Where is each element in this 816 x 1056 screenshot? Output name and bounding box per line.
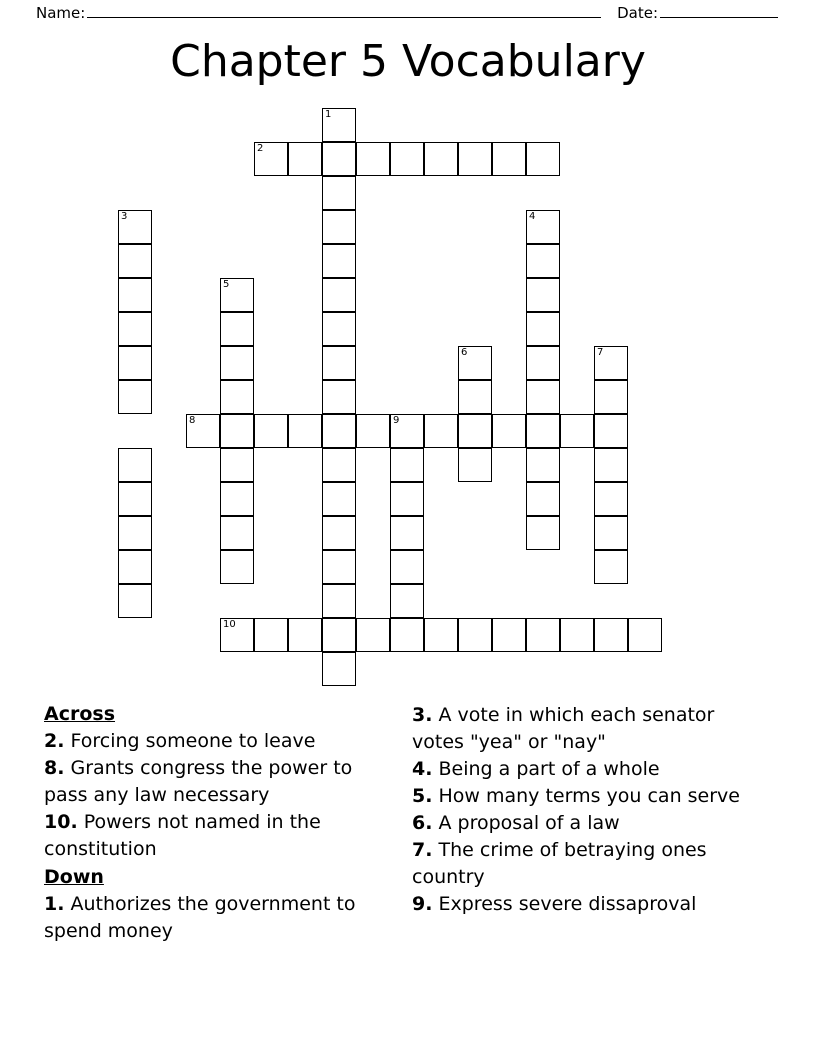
crossword-cell[interactable] (526, 142, 560, 176)
clue-number: 8. (44, 757, 65, 779)
crossword-cell[interactable] (424, 618, 458, 652)
clue-number: 5. (412, 785, 433, 807)
clue-down-9 (412, 891, 764, 918)
crossword-cell[interactable] (322, 550, 356, 584)
crossword-cell[interactable] (118, 516, 152, 550)
crossword-cell[interactable] (322, 142, 356, 176)
clue-text: A vote in which each senator votes "yea" or "nay" (412, 704, 715, 753)
clue-number: 9. (412, 893, 433, 915)
crossword-cell[interactable] (322, 414, 356, 448)
crossword-cell[interactable] (526, 448, 560, 482)
crossword-cell[interactable] (594, 618, 628, 652)
crossword-cell[interactable] (220, 550, 254, 584)
crossword-cell[interactable] (220, 448, 254, 482)
crossword-cell[interactable] (118, 380, 152, 414)
crossword-cell[interactable] (220, 346, 254, 380)
crossword-cell[interactable] (594, 448, 628, 482)
crossword-cell[interactable] (594, 414, 628, 448)
crossword-cell[interactable] (118, 244, 152, 278)
crossword-cell[interactable] (560, 618, 594, 652)
crossword-cell[interactable] (220, 414, 254, 448)
crossword-cell[interactable] (322, 448, 356, 482)
crossword-cell[interactable] (288, 414, 322, 448)
clue-across-2 (44, 728, 396, 755)
clue-number: 1. (44, 893, 65, 915)
clue-text: Grants congress the power to pass any law necessary (44, 757, 353, 806)
crossword-cell[interactable] (390, 414, 424, 448)
clue-number: 3. (412, 704, 433, 726)
crossword-cell[interactable] (118, 448, 152, 482)
crossword-cell[interactable] (390, 448, 424, 482)
crossword-cell[interactable] (526, 380, 560, 414)
crossword-cell[interactable] (322, 176, 356, 210)
crossword-cell[interactable] (458, 346, 492, 380)
crossword-cell[interactable] (356, 142, 390, 176)
crossword-cell[interactable] (458, 380, 492, 414)
crossword-cell[interactable] (424, 414, 458, 448)
crossword-cell[interactable] (458, 414, 492, 448)
crossword-cell[interactable] (492, 618, 526, 652)
crossword-cell[interactable] (118, 584, 152, 618)
cell-number: 4 (529, 211, 536, 222)
name-date-header (36, 4, 780, 22)
crossword-cell[interactable] (322, 516, 356, 550)
crossword-cell[interactable] (322, 210, 356, 244)
clues-column-right (412, 700, 764, 1000)
clue-text: Forcing someone to leave (70, 730, 316, 752)
crossword-cell[interactable] (322, 244, 356, 278)
cell-number: 2 (257, 143, 264, 154)
clue-text: The crime of betraying ones country (412, 839, 707, 888)
crossword-cell[interactable] (390, 142, 424, 176)
cell-number: 1 (325, 109, 332, 120)
page-title: Chapter 5 Vocabulary (170, 36, 646, 87)
crossword-cell[interactable] (288, 618, 322, 652)
clue-down-5 (412, 783, 764, 810)
cell-number: 3 (121, 211, 128, 222)
crossword-cell[interactable] (186, 414, 220, 448)
crossword-cell[interactable] (118, 482, 152, 516)
clue-number: 2. (44, 730, 65, 752)
crossword-cell[interactable] (118, 312, 152, 346)
crossword-cell[interactable] (390, 584, 424, 618)
crossword-cell[interactable] (118, 346, 152, 380)
date-label: Date: (617, 4, 658, 22)
crossword-cell[interactable] (118, 550, 152, 584)
clues-column-left (44, 700, 396, 1000)
clue-text: Express severe dissaproval (438, 893, 697, 915)
down-heading: Down (44, 866, 104, 888)
clue-across-10 (44, 809, 396, 863)
crossword-cell[interactable] (594, 380, 628, 414)
crossword-cell[interactable] (322, 652, 356, 686)
cell-number: 8 (189, 415, 196, 426)
crossword-cell[interactable] (220, 516, 254, 550)
crossword-cell[interactable] (458, 142, 492, 176)
clue-number: 10. (44, 811, 78, 833)
clue-down-4 (412, 756, 764, 783)
crossword-cell[interactable] (526, 312, 560, 346)
clue-text: A proposal of a law (438, 812, 620, 834)
crossword-cell[interactable] (390, 482, 424, 516)
crossword-cell[interactable] (356, 618, 390, 652)
crossword-cell[interactable] (526, 210, 560, 244)
crossword-cell[interactable] (254, 142, 288, 176)
crossword-cell[interactable] (492, 414, 526, 448)
crossword-cell[interactable] (594, 516, 628, 550)
crossword-cell[interactable] (424, 142, 458, 176)
crossword-cell[interactable] (628, 618, 662, 652)
clue-number: 4. (412, 758, 433, 780)
clue-text: Powers not named in the constitution (44, 811, 321, 860)
crossword-cell[interactable] (220, 482, 254, 516)
crossword-cell[interactable] (220, 380, 254, 414)
crossword-cell[interactable] (118, 210, 152, 244)
crossword-cell[interactable] (526, 516, 560, 550)
name-blank-line[interactable] (87, 5, 601, 18)
date-blank-line[interactable] (660, 5, 778, 18)
crossword-cell[interactable] (560, 414, 594, 448)
crossword-cell[interactable] (492, 142, 526, 176)
crossword-cell[interactable] (458, 448, 492, 482)
crossword-cell[interactable] (594, 482, 628, 516)
crossword-cell[interactable] (390, 618, 424, 652)
clue-number: 7. (412, 839, 433, 861)
crossword-cell[interactable] (594, 346, 628, 380)
cell-number: 10 (223, 619, 236, 630)
crossword-cell[interactable] (322, 312, 356, 346)
clues-section (44, 700, 776, 1000)
crossword-cell[interactable] (526, 278, 560, 312)
crossword-cell[interactable] (390, 550, 424, 584)
crossword-cell[interactable] (220, 618, 254, 652)
cell-number: 9 (393, 415, 400, 426)
crossword-cell[interactable] (322, 380, 356, 414)
crossword-cell[interactable] (526, 414, 560, 448)
clue-number: 6. (412, 812, 433, 834)
clue-text: Being a part of a whole (438, 758, 660, 780)
clue-across-8 (44, 755, 396, 809)
clue-text: How many terms you can serve (438, 785, 740, 807)
crossword-cell[interactable] (322, 108, 356, 142)
crossword-cell[interactable] (322, 346, 356, 380)
crossword-cell[interactable] (322, 618, 356, 652)
crossword-cell[interactable] (220, 312, 254, 346)
cell-number: 5 (223, 279, 230, 290)
crossword-cell[interactable] (526, 244, 560, 278)
crossword-cell[interactable] (322, 482, 356, 516)
crossword-cell[interactable] (254, 618, 288, 652)
clue-text: Authorizes the government to spend money (44, 893, 356, 942)
crossword-cell[interactable] (390, 516, 424, 550)
across-heading: Across (44, 703, 116, 725)
cell-number: 7 (597, 347, 604, 358)
crossword-cell[interactable] (322, 278, 356, 312)
crossword-cell[interactable] (458, 618, 492, 652)
cell-number: 6 (461, 347, 468, 358)
crossword-grid[interactable] (0, 108, 816, 698)
crossword-cell[interactable] (526, 482, 560, 516)
crossword-cell[interactable] (288, 142, 322, 176)
crossword-cell[interactable] (526, 618, 560, 652)
crossword-cell[interactable] (118, 278, 152, 312)
clue-down-1 (44, 891, 396, 945)
crossword-cell[interactable] (220, 278, 254, 312)
name-label: Name: (36, 4, 86, 22)
crossword-cell[interactable] (254, 414, 288, 448)
clue-down-3 (412, 702, 764, 756)
crossword-cell[interactable] (322, 584, 356, 618)
crossword-cell[interactable] (526, 346, 560, 380)
crossword-cell[interactable] (594, 550, 628, 584)
crossword-cell[interactable] (356, 414, 390, 448)
clue-down-6 (412, 810, 764, 837)
clue-down-7 (412, 837, 764, 891)
